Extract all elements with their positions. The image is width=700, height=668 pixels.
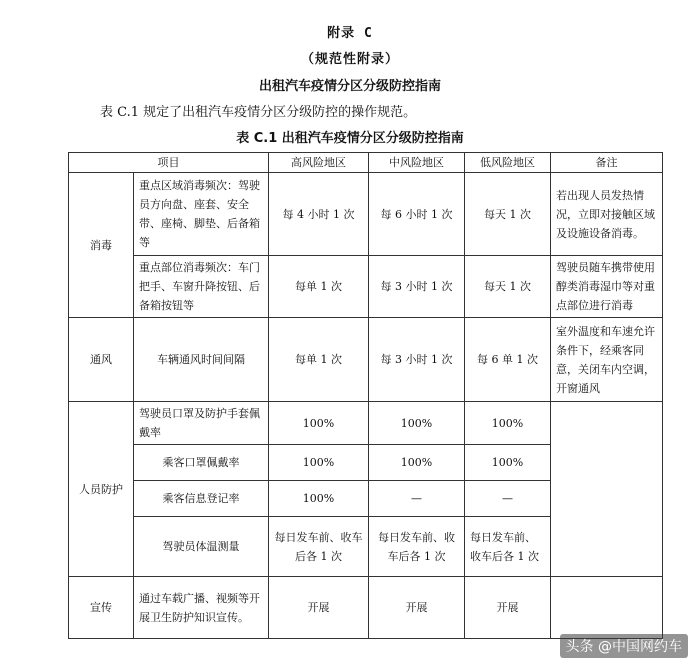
table-row [69,402,663,445]
high-cell: 每 4 小时 1 次 [269,173,369,256]
low-cell: 每天 1 次 [465,173,551,256]
mid-cell: 每 3 小时 1 次 [369,318,465,402]
low-cell: 100% [465,445,551,481]
item-cell: 驾驶员口罩及防护手套佩戴率 [134,402,269,445]
category-cell-protection: 人员防护 [69,402,134,577]
mid-cell: 每 6 小时 1 次 [369,173,465,256]
watermark: 头条 @中国网约车 [560,634,688,658]
mid-cell: 100% [369,402,465,445]
item-cell: 通过车载广播、视频等开展卫生防护知识宣传。 [134,577,269,639]
col-header-mid: 中风险地区 [369,153,465,173]
low-cell: 100% [465,402,551,445]
item-cell: 驾驶员体温测量 [134,517,269,577]
high-cell: 100% [269,402,369,445]
high-cell: 每日发车前、收车后各 1 次 [269,517,369,577]
high-cell: 100% [269,445,369,481]
mid-cell: 100% [369,445,465,481]
high-cell: 开展 [269,577,369,639]
item-cell: 车辆通风时间间隔 [134,318,269,402]
low-cell: 每天 1 次 [465,256,551,318]
prevention-guide-table [68,152,663,639]
mid-cell: 每 3 小时 1 次 [369,256,465,318]
mid-cell: — [369,481,465,517]
category-cell-disinfect: 消毒 [69,173,134,318]
table-row [69,173,663,256]
note-cell: 室外温度和车速允许条件下，经乘客同意，关闭车内空调，开窗通风 [551,318,663,402]
low-cell: 开展 [465,577,551,639]
table-row [69,318,663,402]
item-cell: 重点区域消毒频次：驾驶员方向盘、座套、安全带、座椅、脚垫、后备箱等 [134,173,269,256]
low-cell: 每 6 单 1 次 [465,318,551,402]
col-header-note: 备注 [551,153,663,173]
high-cell: 每单 1 次 [269,256,369,318]
high-cell: 100% [269,481,369,517]
item-cell: 乘客信息登记率 [134,481,269,517]
normative-label: （规范性附录） [300,52,399,67]
appendix-label: 附录 C [327,26,373,41]
table-header-row [69,153,663,173]
table-row [69,256,663,318]
col-header-high: 高风险地区 [269,153,369,173]
note-cell-empty [551,402,663,577]
low-cell: 每日发车前、收车后各 1 次 [465,517,551,577]
mid-cell: 开展 [369,577,465,639]
note-cell-empty [551,577,663,639]
mid-cell: 每日发车前、收车后各 1 次 [369,517,465,577]
note-cell: 若出现人员发热情况，立即对接触区域及设施设备消毒。 [551,173,663,256]
low-cell: — [465,481,551,517]
note-cell: 驾驶员随车携带使用醇类消毒湿巾等对重点部位进行消毒 [551,256,663,318]
item-cell: 乘客口罩佩戴率 [134,445,269,481]
high-cell: 每单 1 次 [269,318,369,402]
col-header-low: 低风险地区 [465,153,551,173]
intro-text: 表 C.1 规定了出租汽车疫情分区分级防控的操作规范。 [100,105,417,120]
category-cell-publicity: 宣传 [69,577,134,639]
category-cell-ventilation: 通风 [69,318,134,402]
col-header-item: 项目 [69,153,269,173]
table-row [69,577,663,639]
document-title: 出租汽车疫情分区分级防控指南 [258,79,441,94]
item-cell: 重点部位消毒频次：车门把手、车窗升降按钮、后备箱按钮等 [134,256,269,318]
table-title: 表 C.1 出租汽车疫情分区分级防控指南 [236,131,464,146]
